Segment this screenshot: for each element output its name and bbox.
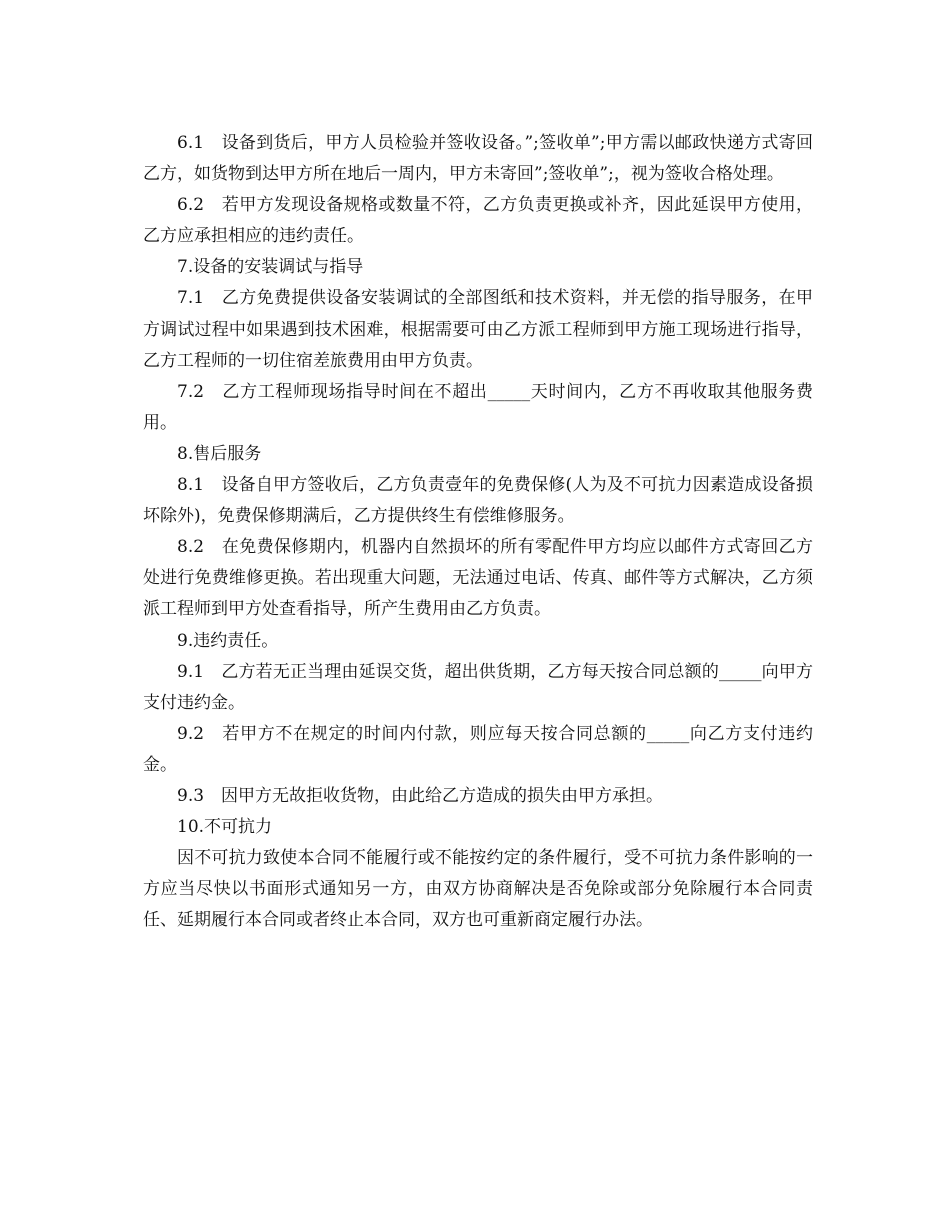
clause-9-2: 9.2 若甲方不在规定的时间内付款，则应每天按合同总额的_____向乙方支付违约金。 [143,723,813,775]
clause-9-3: 9.3 因甲方无故拒收货物，由此给乙方造成的损失由甲方承担。 [177,785,664,806]
clause-10-body: 因不可抗力致使本合同不能履行或不能按约定的条件履行，受不可抗力条件影响的一方应当尽快以书面形式通知另一方，由双方协商解决是否免除或部分免除履行本合同责任、延期履行本合同或者终止本合同，双方也可重新商定履行办法。 [143,848,813,931]
section-heading-9: 9.违约责任。 [177,630,279,651]
clause-6-2: 6.2 若甲方发现设备规格或数量不符，乙方负责更换或补齐，因此延误甲方使用，乙方应承担相应的违约责任。 [143,195,813,247]
document-body [143,128,813,936]
clause-7-2: 7.2 乙方工程师现场指导时间在不超出_____天时间内，乙方不再收取其他服务费用。 [143,381,813,433]
clause-7-1: 7.1 乙方免费提供设备安装调试的全部图纸和技术资料，并无偿的指导服务，在甲方调试过程中如果遇到技术困难，根据需要可由乙方派工程师到甲方施工现场进行指导，乙方工程师的一切住宿差旅费用由甲方负责。 [143,288,813,371]
section-heading-7: 7.设备的安装调试与指导 [177,257,364,278]
section-heading-10: 10.不可抗力 [177,817,273,838]
section-heading-8: 8.售后服务 [177,443,262,464]
clause-6-1: 6.1 设备到货后，甲方人员检验并签收设备。”;签收单”;甲方需以邮政快递方式寄回乙方，如货物到达甲方所在地后一周内，甲方未寄回”;签收单”;，视为签收合格处理。 [143,133,813,185]
clause-8-2: 8.2 在免费保修期内，机器内自然损坏的所有零配件甲方均应以邮件方式寄回乙方处进行免费维修更换。若出现重大问题，无法通过电话、传真、邮件等方式解决，乙方须派工程师到甲方处查看指导，所产生费用由乙方负责。 [143,537,813,620]
clause-9-1: 9.1 乙方若无正当理由延误交货，超出供货期，乙方每天按合同总额的_____向甲方支付违约金。 [143,661,813,713]
clause-8-1: 8.1 设备自甲方签收后，乙方负责壹年的免费保修(人为及不可抗力因素造成设备损坏除外)，免费保修期满后，乙方提供终生有偿维修服务。 [143,475,813,527]
